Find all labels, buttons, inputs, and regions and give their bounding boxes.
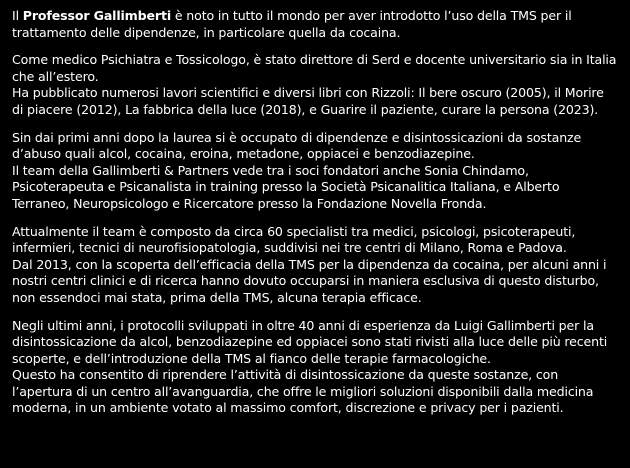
paragraph-protocols bbox=[12, 318, 618, 418]
paragraph-career bbox=[12, 52, 618, 118]
paragraph-intro bbox=[12, 8, 618, 41]
intro-text-pre: Il bbox=[12, 8, 23, 23]
intro-text-post: è noto in tutto il mondo per aver introdotto l’uso della TMS per il trattamento delle dipendenze, in particolare quella da cocaina. bbox=[12, 8, 572, 40]
expertise-text: Sin dai primi anni dopo la laurea si è occupato di dipendenze e disintossicazioni da sostanze d’abuso quali alcol, cocaina, eroina, metadone, oppiacei e benzodiazepine. bbox=[12, 129, 582, 162]
team-composition-text: Attualmente il team è composto da circa 60 specialisti tra medici, psicologi, psicoterapeuti, infermieri, tecnici di neurofisiopatologia, suddivisi nei tre centri di Milano, Roma e Padova. bbox=[12, 223, 576, 256]
publications-text: Ha pubblicato numerosi lavori scientifici e diversi libri con Rizzoli: Il bere oscuro (2005), il Morire di piacere (2012), La fabbrica della luce (2018), e Guarire il paziente, curare la persona (2023). bbox=[12, 85, 604, 117]
paragraph-team bbox=[12, 130, 618, 213]
paragraph-centers bbox=[12, 224, 618, 307]
protocols-text: Negli ultimi anni, i protocolli sviluppati in oltre 40 anni di esperienza da Luigi Gallimberti per la disintossicazione da alcol, benzodiazepine ed oppiacei sono stati rivisti alla luce delle più recenti scoperte, e dell’introduzione della TMS al fianco delle terapie farmacologiche. bbox=[12, 317, 608, 366]
professor-name: Professor Gallimberti bbox=[22, 8, 171, 23]
career-role-text: Come medico Psichiatra e Tossicologo, è stato direttore di Serd e docente universitario sia in Italia che all’estero. bbox=[12, 52, 617, 84]
tms-cocaine-text: Dal 2013, con la scoperta dell’efficacia della TMS per la dipendenza da cocaina, per alcuni anni i nostri centri clinici e di ricerca hanno dovuto occuparsi in maniera esclusiva di questo disturbo, non essendoci mai stata, prima della TMS, alcuna terapia efficace. bbox=[12, 256, 607, 305]
founders-text: Il team della Gallimberti & Partners vede tra i soci fondatori anche Sonia Chindamo, Psicoterapeuta e Psicanalista in training presso la Società Psicanalitica Italiana, e Alberto Terraneo, Neuropsicologo e Ricercatore presso la Fondazione Novella Fronda. bbox=[12, 162, 560, 211]
new-center-text: Questo ha consentito di riprendere l’attività di disintossicazione da queste sostanze, con l’apertura di un centro all’avanguardia, che offre le migliori soluzioni disponibili dalla medicina moderna, in un ambiente votato al massimo comfort, discrezione e privacy per i pazienti. bbox=[12, 367, 594, 416]
